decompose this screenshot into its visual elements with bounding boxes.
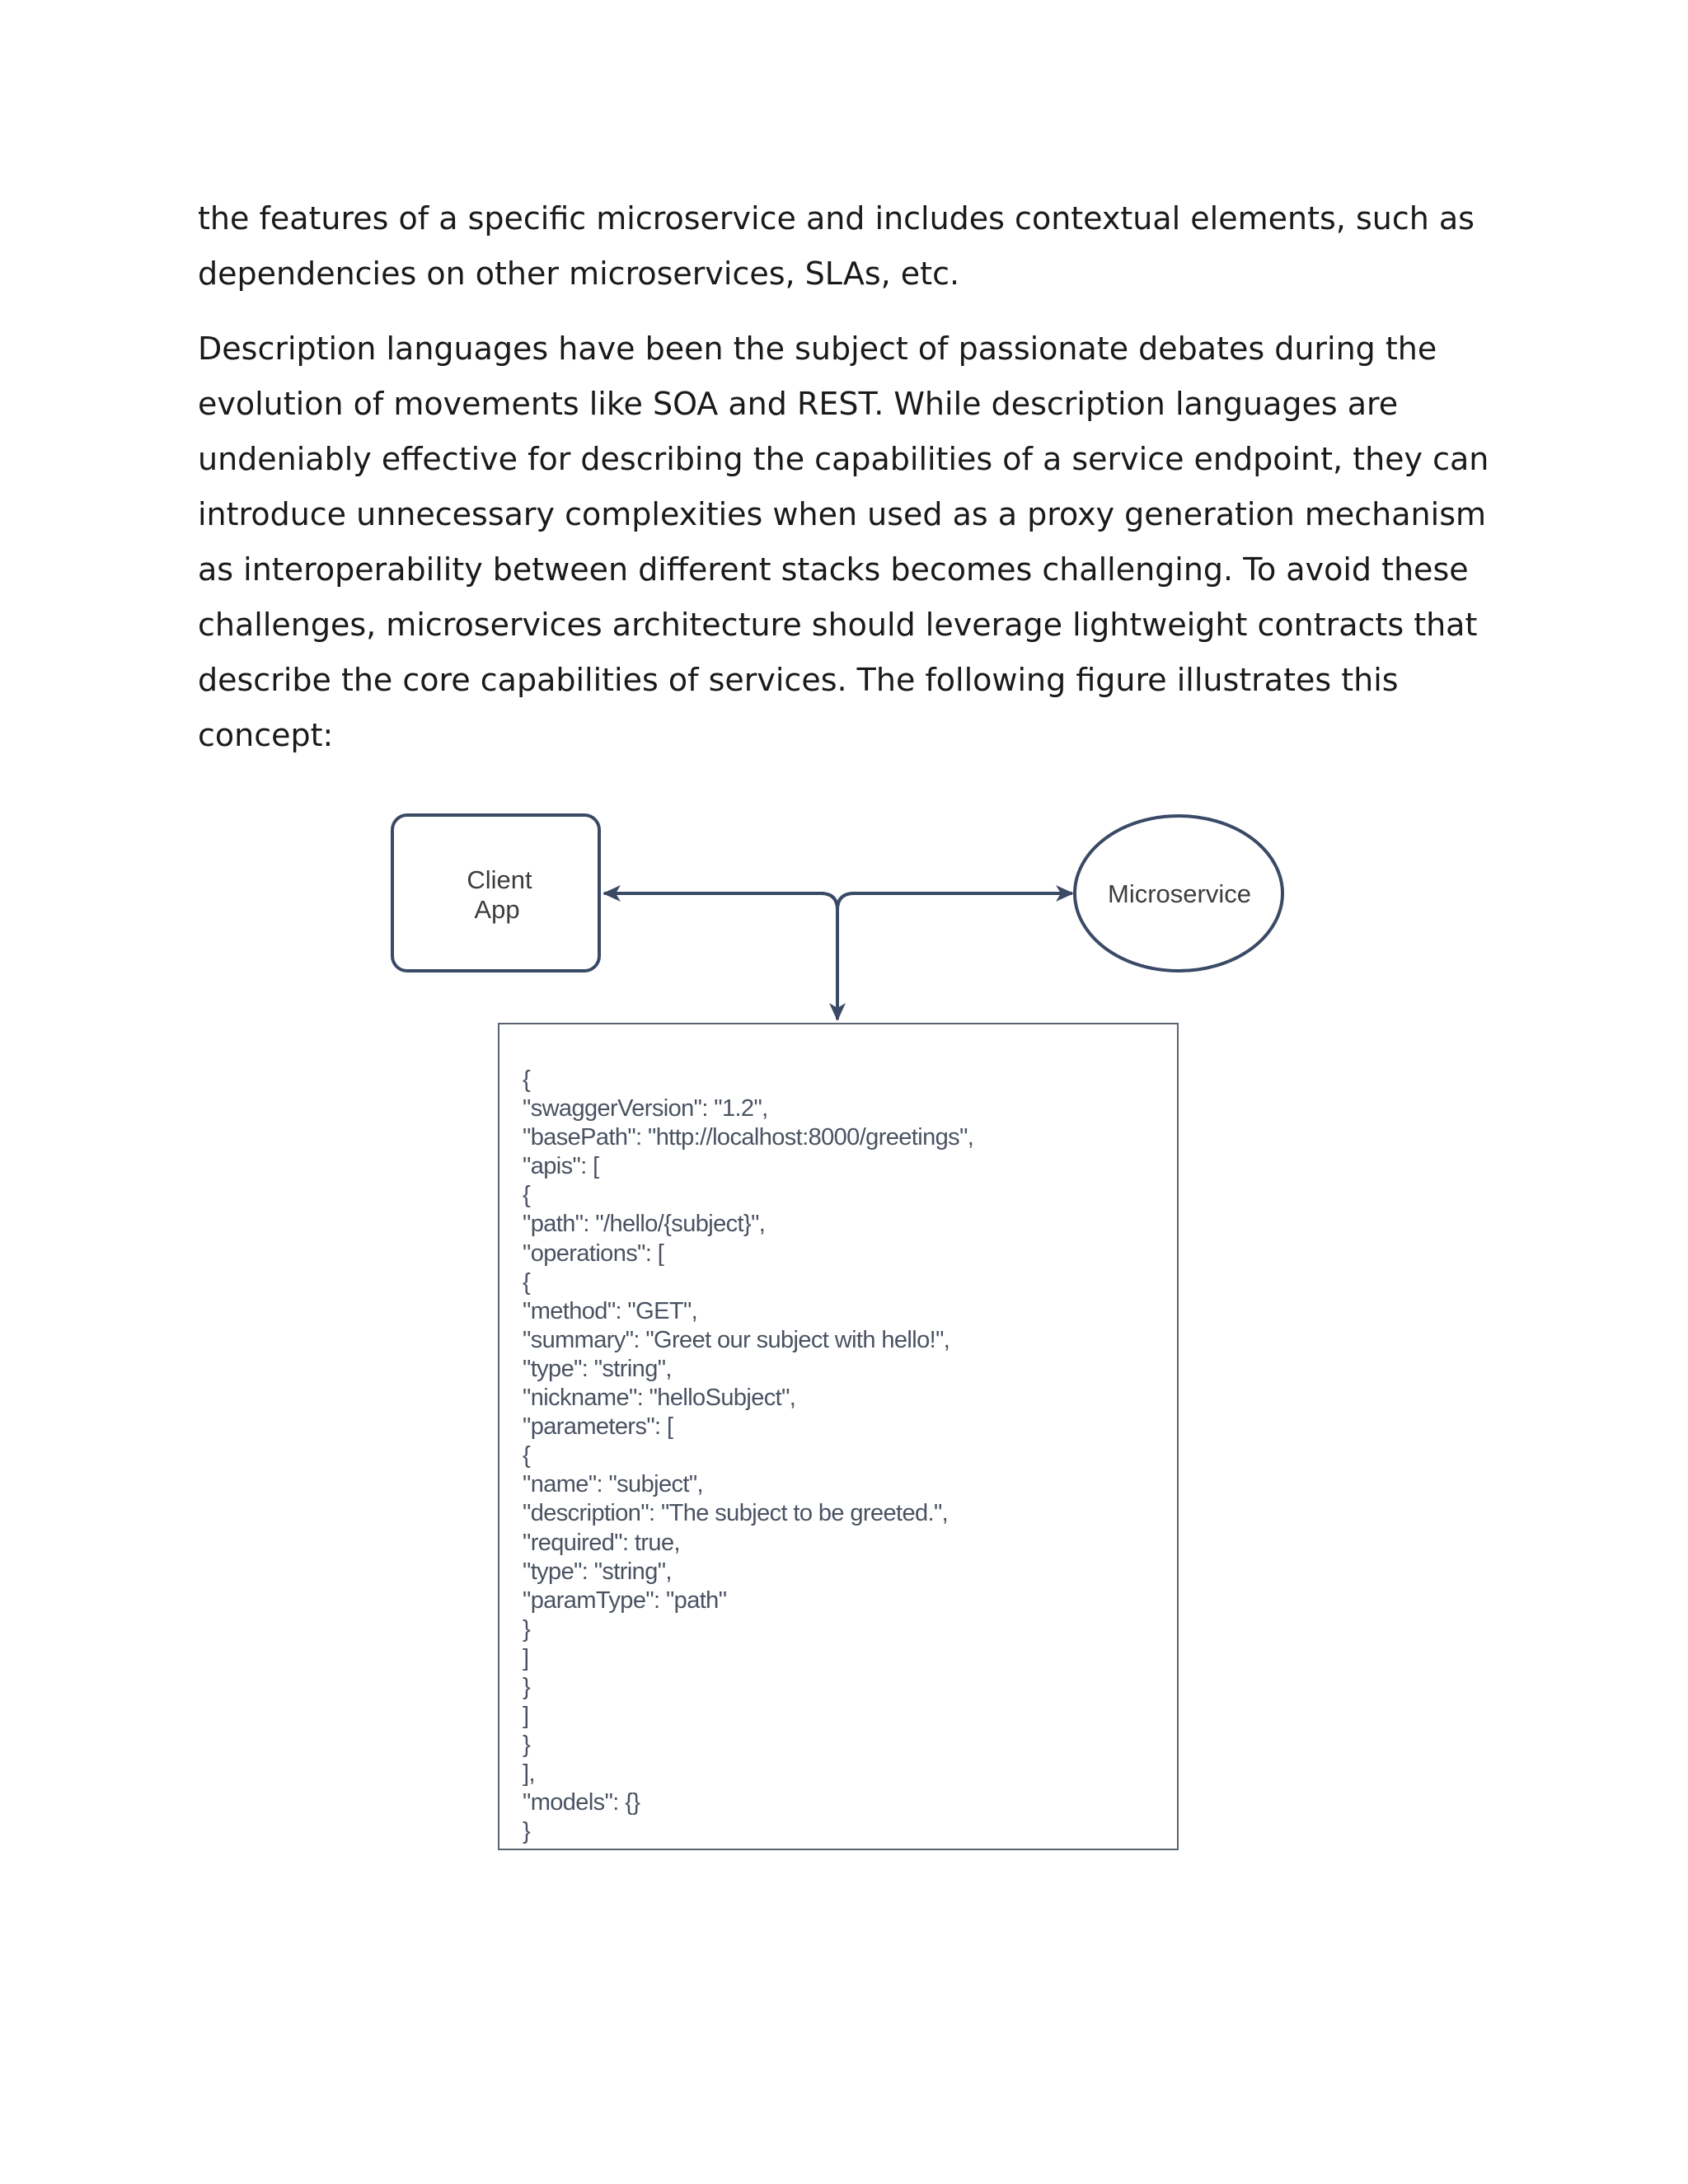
code-line: } — [523, 1818, 531, 1845]
swagger-json — [523, 1066, 973, 1847]
code-line: "type": "string", — [523, 1355, 672, 1382]
code-line: "type": "string", — [523, 1558, 672, 1585]
code-line: "summary": "Greet our subject with hello!", — [523, 1326, 950, 1353]
code-line: "name": "subject", — [523, 1471, 703, 1498]
code-line: { — [523, 1268, 531, 1296]
code-line: "method": "GET", — [523, 1297, 698, 1324]
code-line: "parameters": [ — [523, 1413, 673, 1441]
code-line: "operations": [ — [523, 1240, 664, 1267]
paragraph-line: the features of a specific microservice and includes contextual elements, such as — [198, 200, 1475, 237]
code-line: } — [523, 1615, 531, 1643]
code-line: } — [523, 1732, 531, 1759]
code-line: "swaggerVersion": "1.2", — [523, 1095, 768, 1122]
paragraph-line: introduce unnecessary complexities when used as a proxy generation mechanism — [198, 496, 1487, 532]
code-line: ] — [523, 1703, 529, 1730]
paragraph-line: undeniably effective for describing the capabilities of a service endpoint, they can — [198, 441, 1489, 477]
code-line: "basePath": "http://localhost:8000/greetings", — [523, 1124, 974, 1151]
code-line: { — [523, 1442, 531, 1469]
microservice-label: Microservice — [1108, 879, 1251, 908]
code-line: "required": true, — [523, 1529, 680, 1556]
code-line: { — [523, 1066, 531, 1093]
paragraph-line: evolution of movements like SOA and REST. While description languages are — [198, 386, 1399, 422]
code-line: } — [523, 1673, 531, 1700]
code-line: "paramType": "path" — [523, 1586, 727, 1614]
paragraph-line: describe the core capabilities of services. The following figure illustrates this — [198, 662, 1399, 698]
code-line: { — [523, 1182, 531, 1209]
paragraph-line: as interoperability between different stacks becomes challenging. To avoid these — [198, 551, 1469, 588]
client-app-label-line2: App — [474, 895, 520, 924]
client-app-label-line1: Client — [467, 865, 532, 894]
code-line: "description": "The subject to be greeted.", — [523, 1500, 949, 1527]
code-line: "models": {} — [523, 1789, 640, 1816]
service-contract-box — [498, 1023, 1179, 1850]
paragraph-line: dependencies on other microservices, SLAs, etc. — [198, 255, 960, 292]
paragraph-line: concept: — [198, 717, 334, 753]
code-line: "apis": [ — [523, 1153, 599, 1180]
code-line: "path": "/hello/{subject}", — [523, 1211, 766, 1238]
code-line: ] — [523, 1644, 529, 1671]
code-line: ], — [523, 1760, 535, 1788]
code-line: "nickname": "helloSubject", — [523, 1385, 796, 1412]
paragraph-line: Description languages have been the subject of passionate debates during the — [198, 330, 1437, 367]
paragraph-line: challenges, microservices architecture should leverage lightweight contracts that — [198, 607, 1478, 643]
